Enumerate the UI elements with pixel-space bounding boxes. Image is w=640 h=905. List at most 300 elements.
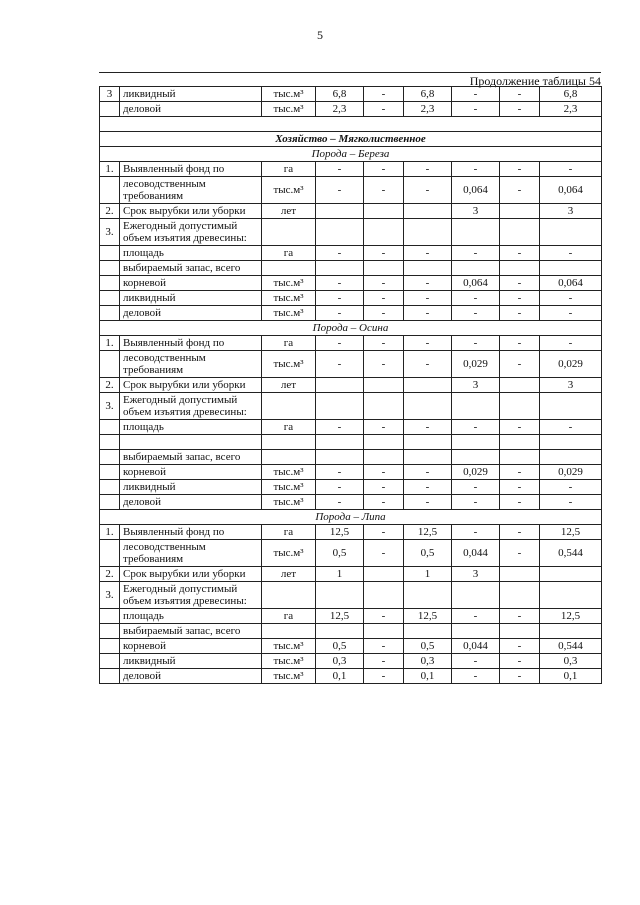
row-unit: га: [262, 609, 316, 624]
value-cell: [404, 393, 452, 420]
row-unit: тыс.м³: [262, 639, 316, 654]
row-label: Выявленный фонд по: [120, 336, 262, 351]
value-cell: -: [404, 495, 452, 510]
value-cell: [364, 450, 404, 465]
value-cell: 0,029: [452, 351, 500, 378]
row-unit: га: [262, 525, 316, 540]
value-cell: -: [500, 162, 540, 177]
value-cell: -: [500, 639, 540, 654]
row-label: площадь: [120, 609, 262, 624]
value-cell: -: [404, 336, 452, 351]
value-cell: [404, 435, 452, 450]
value-cell: 0,5: [404, 639, 452, 654]
value-cell: -: [452, 609, 500, 624]
value-cell: -: [500, 525, 540, 540]
value-cell: -: [404, 177, 452, 204]
value-cell: -: [364, 480, 404, 495]
value-cell: [316, 261, 364, 276]
row-number: 1.: [100, 336, 120, 351]
value-cell: 0,029: [540, 351, 602, 378]
value-cell: 0,544: [540, 540, 602, 567]
value-cell: [540, 261, 602, 276]
value-cell: -: [500, 654, 540, 669]
value-cell: -: [452, 525, 500, 540]
value-cell: -: [364, 420, 404, 435]
row-number: 3: [100, 87, 120, 102]
spacer-row: [100, 117, 602, 132]
table-row: [100, 435, 602, 450]
value-cell: -: [364, 306, 404, 321]
value-cell: -: [452, 87, 500, 102]
row-label: площадь: [120, 420, 262, 435]
row-number: 3.: [100, 219, 120, 246]
value-cell: -: [404, 246, 452, 261]
value-cell: -: [452, 669, 500, 684]
row-label: выбираемый запас, всего: [120, 450, 262, 465]
value-cell: [404, 582, 452, 609]
value-cell: -: [316, 480, 364, 495]
value-cell: [540, 219, 602, 246]
value-cell: [500, 393, 540, 420]
value-cell: [364, 378, 404, 393]
value-cell: 0,1: [540, 669, 602, 684]
row-number: 1.: [100, 162, 120, 177]
value-cell: -: [452, 306, 500, 321]
row-unit: [262, 435, 316, 450]
value-cell: [540, 624, 602, 639]
row-number: [100, 435, 120, 450]
row-unit: тыс.м³: [262, 291, 316, 306]
value-cell: 2,3: [316, 102, 364, 117]
table-row: [100, 378, 602, 393]
value-cell: 0,1: [316, 669, 364, 684]
table-row: [100, 639, 602, 654]
value-cell: 12,5: [540, 525, 602, 540]
row-label: деловой: [120, 669, 262, 684]
row-number: [100, 177, 120, 204]
value-cell: -: [364, 351, 404, 378]
table-row: [100, 465, 602, 480]
table-row: [100, 162, 602, 177]
value-cell: -: [540, 420, 602, 435]
value-cell: 6,8: [404, 87, 452, 102]
species-title: Порода – Липа: [100, 510, 602, 525]
row-unit: лет: [262, 567, 316, 582]
row-label: выбираемый запас, всего: [120, 624, 262, 639]
value-cell: -: [500, 276, 540, 291]
value-cell: [452, 261, 500, 276]
row-number: [100, 624, 120, 639]
value-cell: -: [452, 480, 500, 495]
value-cell: [364, 435, 404, 450]
row-label: [120, 435, 262, 450]
value-cell: -: [500, 336, 540, 351]
row-unit: тыс.м³: [262, 87, 316, 102]
row-label: корневой: [120, 639, 262, 654]
value-cell: -: [316, 465, 364, 480]
value-cell: -: [500, 291, 540, 306]
row-label: выбираемый запас, всего: [120, 261, 262, 276]
row-label: корневой: [120, 465, 262, 480]
row-label: ликвидный: [120, 654, 262, 669]
row-number: [100, 306, 120, 321]
value-cell: -: [364, 336, 404, 351]
row-label: Срок вырубки или уборки: [120, 378, 262, 393]
value-cell: -: [364, 465, 404, 480]
value-cell: [540, 582, 602, 609]
value-cell: -: [364, 177, 404, 204]
table-row: [100, 291, 602, 306]
row-label: Ежегодный допустимый объем изъятия древесины:: [120, 582, 262, 609]
table-row: [100, 669, 602, 684]
value-cell: -: [404, 291, 452, 306]
value-cell: 3: [452, 378, 500, 393]
value-cell: 0,3: [316, 654, 364, 669]
row-unit: [262, 393, 316, 420]
row-label: Срок вырубки или уборки: [120, 204, 262, 219]
table-row: [100, 540, 602, 567]
value-cell: [500, 624, 540, 639]
value-cell: -: [404, 351, 452, 378]
value-cell: 0,064: [540, 177, 602, 204]
row-label: ликвидный: [120, 480, 262, 495]
table-row: [100, 567, 602, 582]
table-row: [100, 102, 602, 117]
value-cell: [364, 582, 404, 609]
row-number: 3.: [100, 393, 120, 420]
value-cell: -: [364, 525, 404, 540]
row-unit: [262, 261, 316, 276]
row-label: Ежегодный допустимый объем изъятия древесины:: [120, 393, 262, 420]
value-cell: -: [500, 669, 540, 684]
value-cell: -: [364, 639, 404, 654]
value-cell: 0,064: [452, 177, 500, 204]
table-row: [100, 450, 602, 465]
value-cell: 2,3: [540, 102, 602, 117]
value-cell: [404, 261, 452, 276]
forest-table: [99, 86, 602, 684]
value-cell: [364, 624, 404, 639]
table-row: [100, 582, 602, 609]
row-label: Выявленный фонд по: [120, 162, 262, 177]
value-cell: [500, 567, 540, 582]
row-unit: тыс.м³: [262, 480, 316, 495]
value-cell: -: [452, 246, 500, 261]
value-cell: [364, 219, 404, 246]
value-cell: -: [364, 654, 404, 669]
value-cell: -: [364, 102, 404, 117]
row-number: [100, 480, 120, 495]
row-number: 2.: [100, 378, 120, 393]
value-cell: [316, 204, 364, 219]
value-cell: -: [364, 87, 404, 102]
value-cell: [404, 219, 452, 246]
value-cell: -: [404, 465, 452, 480]
value-cell: -: [540, 162, 602, 177]
value-cell: 0,544: [540, 639, 602, 654]
value-cell: [452, 450, 500, 465]
value-cell: 3: [452, 567, 500, 582]
value-cell: [452, 393, 500, 420]
row-number: [100, 450, 120, 465]
value-cell: -: [500, 420, 540, 435]
row-number: [100, 495, 120, 510]
value-cell: -: [452, 495, 500, 510]
value-cell: [452, 219, 500, 246]
row-unit: тыс.м³: [262, 306, 316, 321]
value-cell: -: [500, 495, 540, 510]
row-unit: тыс.м³: [262, 177, 316, 204]
value-cell: 0,044: [452, 639, 500, 654]
value-cell: -: [316, 177, 364, 204]
table-row: [100, 204, 602, 219]
farm-title: Хозяйство – Мягколиственное: [100, 132, 602, 147]
row-label: лесоводственным требованиям: [120, 351, 262, 378]
row-unit: га: [262, 420, 316, 435]
table-row: [100, 219, 602, 246]
value-cell: 0,029: [452, 465, 500, 480]
value-cell: 0,1: [404, 669, 452, 684]
row-number: [100, 420, 120, 435]
row-label: деловой: [120, 306, 262, 321]
row-unit: [262, 582, 316, 609]
table-row: [100, 276, 602, 291]
row-number: 2.: [100, 567, 120, 582]
value-cell: -: [500, 102, 540, 117]
row-label: ликвидный: [120, 291, 262, 306]
value-cell: -: [452, 654, 500, 669]
value-cell: 6,8: [540, 87, 602, 102]
value-cell: -: [364, 669, 404, 684]
value-cell: [500, 261, 540, 276]
value-cell: [452, 435, 500, 450]
value-cell: [404, 204, 452, 219]
value-cell: -: [500, 609, 540, 624]
value-cell: [500, 378, 540, 393]
value-cell: -: [364, 540, 404, 567]
row-number: [100, 351, 120, 378]
value-cell: [364, 393, 404, 420]
row-unit: лет: [262, 378, 316, 393]
table-row: [100, 261, 602, 276]
table-body: [100, 87, 602, 684]
row-unit: га: [262, 336, 316, 351]
table-row: [100, 495, 602, 510]
value-cell: -: [500, 177, 540, 204]
table-row: [100, 246, 602, 261]
value-cell: -: [404, 480, 452, 495]
table-row: [100, 525, 602, 540]
row-unit: тыс.м³: [262, 102, 316, 117]
value-cell: -: [540, 246, 602, 261]
row-label: площадь: [120, 246, 262, 261]
row-number: [100, 654, 120, 669]
row-unit: тыс.м³: [262, 465, 316, 480]
value-cell: -: [316, 276, 364, 291]
value-cell: -: [452, 162, 500, 177]
table-row: [100, 351, 602, 378]
value-cell: [316, 435, 364, 450]
table-row: [100, 306, 602, 321]
value-cell: -: [452, 336, 500, 351]
value-cell: -: [540, 495, 602, 510]
value-cell: -: [540, 336, 602, 351]
table-row: [100, 609, 602, 624]
value-cell: 1: [404, 567, 452, 582]
value-cell: -: [316, 306, 364, 321]
value-cell: [364, 567, 404, 582]
value-cell: [316, 450, 364, 465]
value-cell: [540, 393, 602, 420]
value-cell: [540, 567, 602, 582]
row-label: Ежегодный допустимый объем изъятия древесины:: [120, 219, 262, 246]
row-number: [100, 246, 120, 261]
table-row: [100, 654, 602, 669]
row-number: [100, 276, 120, 291]
value-cell: -: [500, 87, 540, 102]
value-cell: 0,3: [540, 654, 602, 669]
row-number: [100, 540, 120, 567]
page-number: 5: [317, 28, 323, 42]
value-cell: [452, 624, 500, 639]
value-cell: 3: [540, 378, 602, 393]
table-row: [100, 336, 602, 351]
value-cell: -: [316, 336, 364, 351]
table-row: [100, 393, 602, 420]
spacer-cell: [100, 117, 602, 132]
value-cell: 0,064: [540, 276, 602, 291]
row-number: [100, 609, 120, 624]
row-unit: тыс.м³: [262, 669, 316, 684]
value-cell: -: [364, 162, 404, 177]
row-number: 3.: [100, 582, 120, 609]
species-title: Порода – Осина: [100, 321, 602, 336]
value-cell: [540, 435, 602, 450]
species-title: Порода – Береза: [100, 147, 602, 162]
value-cell: -: [452, 420, 500, 435]
species-title-row: [100, 147, 602, 162]
row-label: деловой: [120, 102, 262, 117]
value-cell: 12,5: [316, 609, 364, 624]
value-cell: -: [316, 291, 364, 306]
farm-title-row: [100, 132, 602, 147]
value-cell: [500, 204, 540, 219]
value-cell: [540, 450, 602, 465]
row-unit: [262, 624, 316, 639]
row-label: лесоводственным требованиям: [120, 540, 262, 567]
value-cell: 12,5: [404, 609, 452, 624]
value-cell: 0,5: [404, 540, 452, 567]
value-cell: 0,029: [540, 465, 602, 480]
value-cell: -: [540, 480, 602, 495]
value-cell: -: [316, 351, 364, 378]
value-cell: [404, 624, 452, 639]
value-cell: 12,5: [316, 525, 364, 540]
row-number: [100, 261, 120, 276]
row-unit: га: [262, 162, 316, 177]
row-unit: тыс.м³: [262, 654, 316, 669]
value-cell: [500, 582, 540, 609]
row-unit: [262, 219, 316, 246]
table-row: [100, 480, 602, 495]
value-cell: -: [540, 291, 602, 306]
row-number: [100, 291, 120, 306]
value-cell: [404, 378, 452, 393]
row-number: [100, 465, 120, 480]
row-unit: тыс.м³: [262, 495, 316, 510]
table-row: [100, 624, 602, 639]
value-cell: -: [364, 246, 404, 261]
value-cell: -: [404, 306, 452, 321]
value-cell: -: [500, 351, 540, 378]
value-cell: -: [540, 306, 602, 321]
value-cell: [316, 378, 364, 393]
value-cell: -: [500, 465, 540, 480]
row-number: [100, 639, 120, 654]
value-cell: [500, 219, 540, 246]
value-cell: -: [452, 102, 500, 117]
value-cell: -: [316, 420, 364, 435]
value-cell: [364, 204, 404, 219]
value-cell: 0,5: [316, 540, 364, 567]
row-unit: тыс.м³: [262, 276, 316, 291]
value-cell: [316, 624, 364, 639]
value-cell: -: [500, 306, 540, 321]
species-title-row: [100, 510, 602, 525]
value-cell: -: [364, 495, 404, 510]
value-cell: 0,044: [452, 540, 500, 567]
value-cell: -: [316, 495, 364, 510]
value-cell: 0,3: [404, 654, 452, 669]
row-label: лесоводственным требованиям: [120, 177, 262, 204]
value-cell: 2,3: [404, 102, 452, 117]
value-cell: 3: [540, 204, 602, 219]
row-number: [100, 102, 120, 117]
value-cell: [452, 582, 500, 609]
value-cell: 1: [316, 567, 364, 582]
value-cell: [316, 393, 364, 420]
value-cell: -: [364, 609, 404, 624]
value-cell: 6,8: [316, 87, 364, 102]
value-cell: 0,5: [316, 639, 364, 654]
row-number: 1.: [100, 525, 120, 540]
row-label: Срок вырубки или уборки: [120, 567, 262, 582]
value-cell: -: [404, 162, 452, 177]
row-unit: [262, 450, 316, 465]
value-cell: -: [404, 276, 452, 291]
row-label: ликвидный: [120, 87, 262, 102]
value-cell: -: [500, 480, 540, 495]
value-cell: -: [364, 291, 404, 306]
value-cell: [500, 450, 540, 465]
row-unit: тыс.м³: [262, 351, 316, 378]
row-label: деловой: [120, 495, 262, 510]
value-cell: [316, 582, 364, 609]
row-label: корневой: [120, 276, 262, 291]
value-cell: -: [452, 291, 500, 306]
value-cell: 12,5: [540, 609, 602, 624]
table-row: [100, 177, 602, 204]
value-cell: [316, 219, 364, 246]
value-cell: -: [404, 420, 452, 435]
value-cell: [364, 261, 404, 276]
value-cell: -: [316, 246, 364, 261]
value-cell: 12,5: [404, 525, 452, 540]
table-row: [100, 87, 602, 102]
value-cell: [404, 450, 452, 465]
row-number: 2.: [100, 204, 120, 219]
value-cell: -: [316, 162, 364, 177]
